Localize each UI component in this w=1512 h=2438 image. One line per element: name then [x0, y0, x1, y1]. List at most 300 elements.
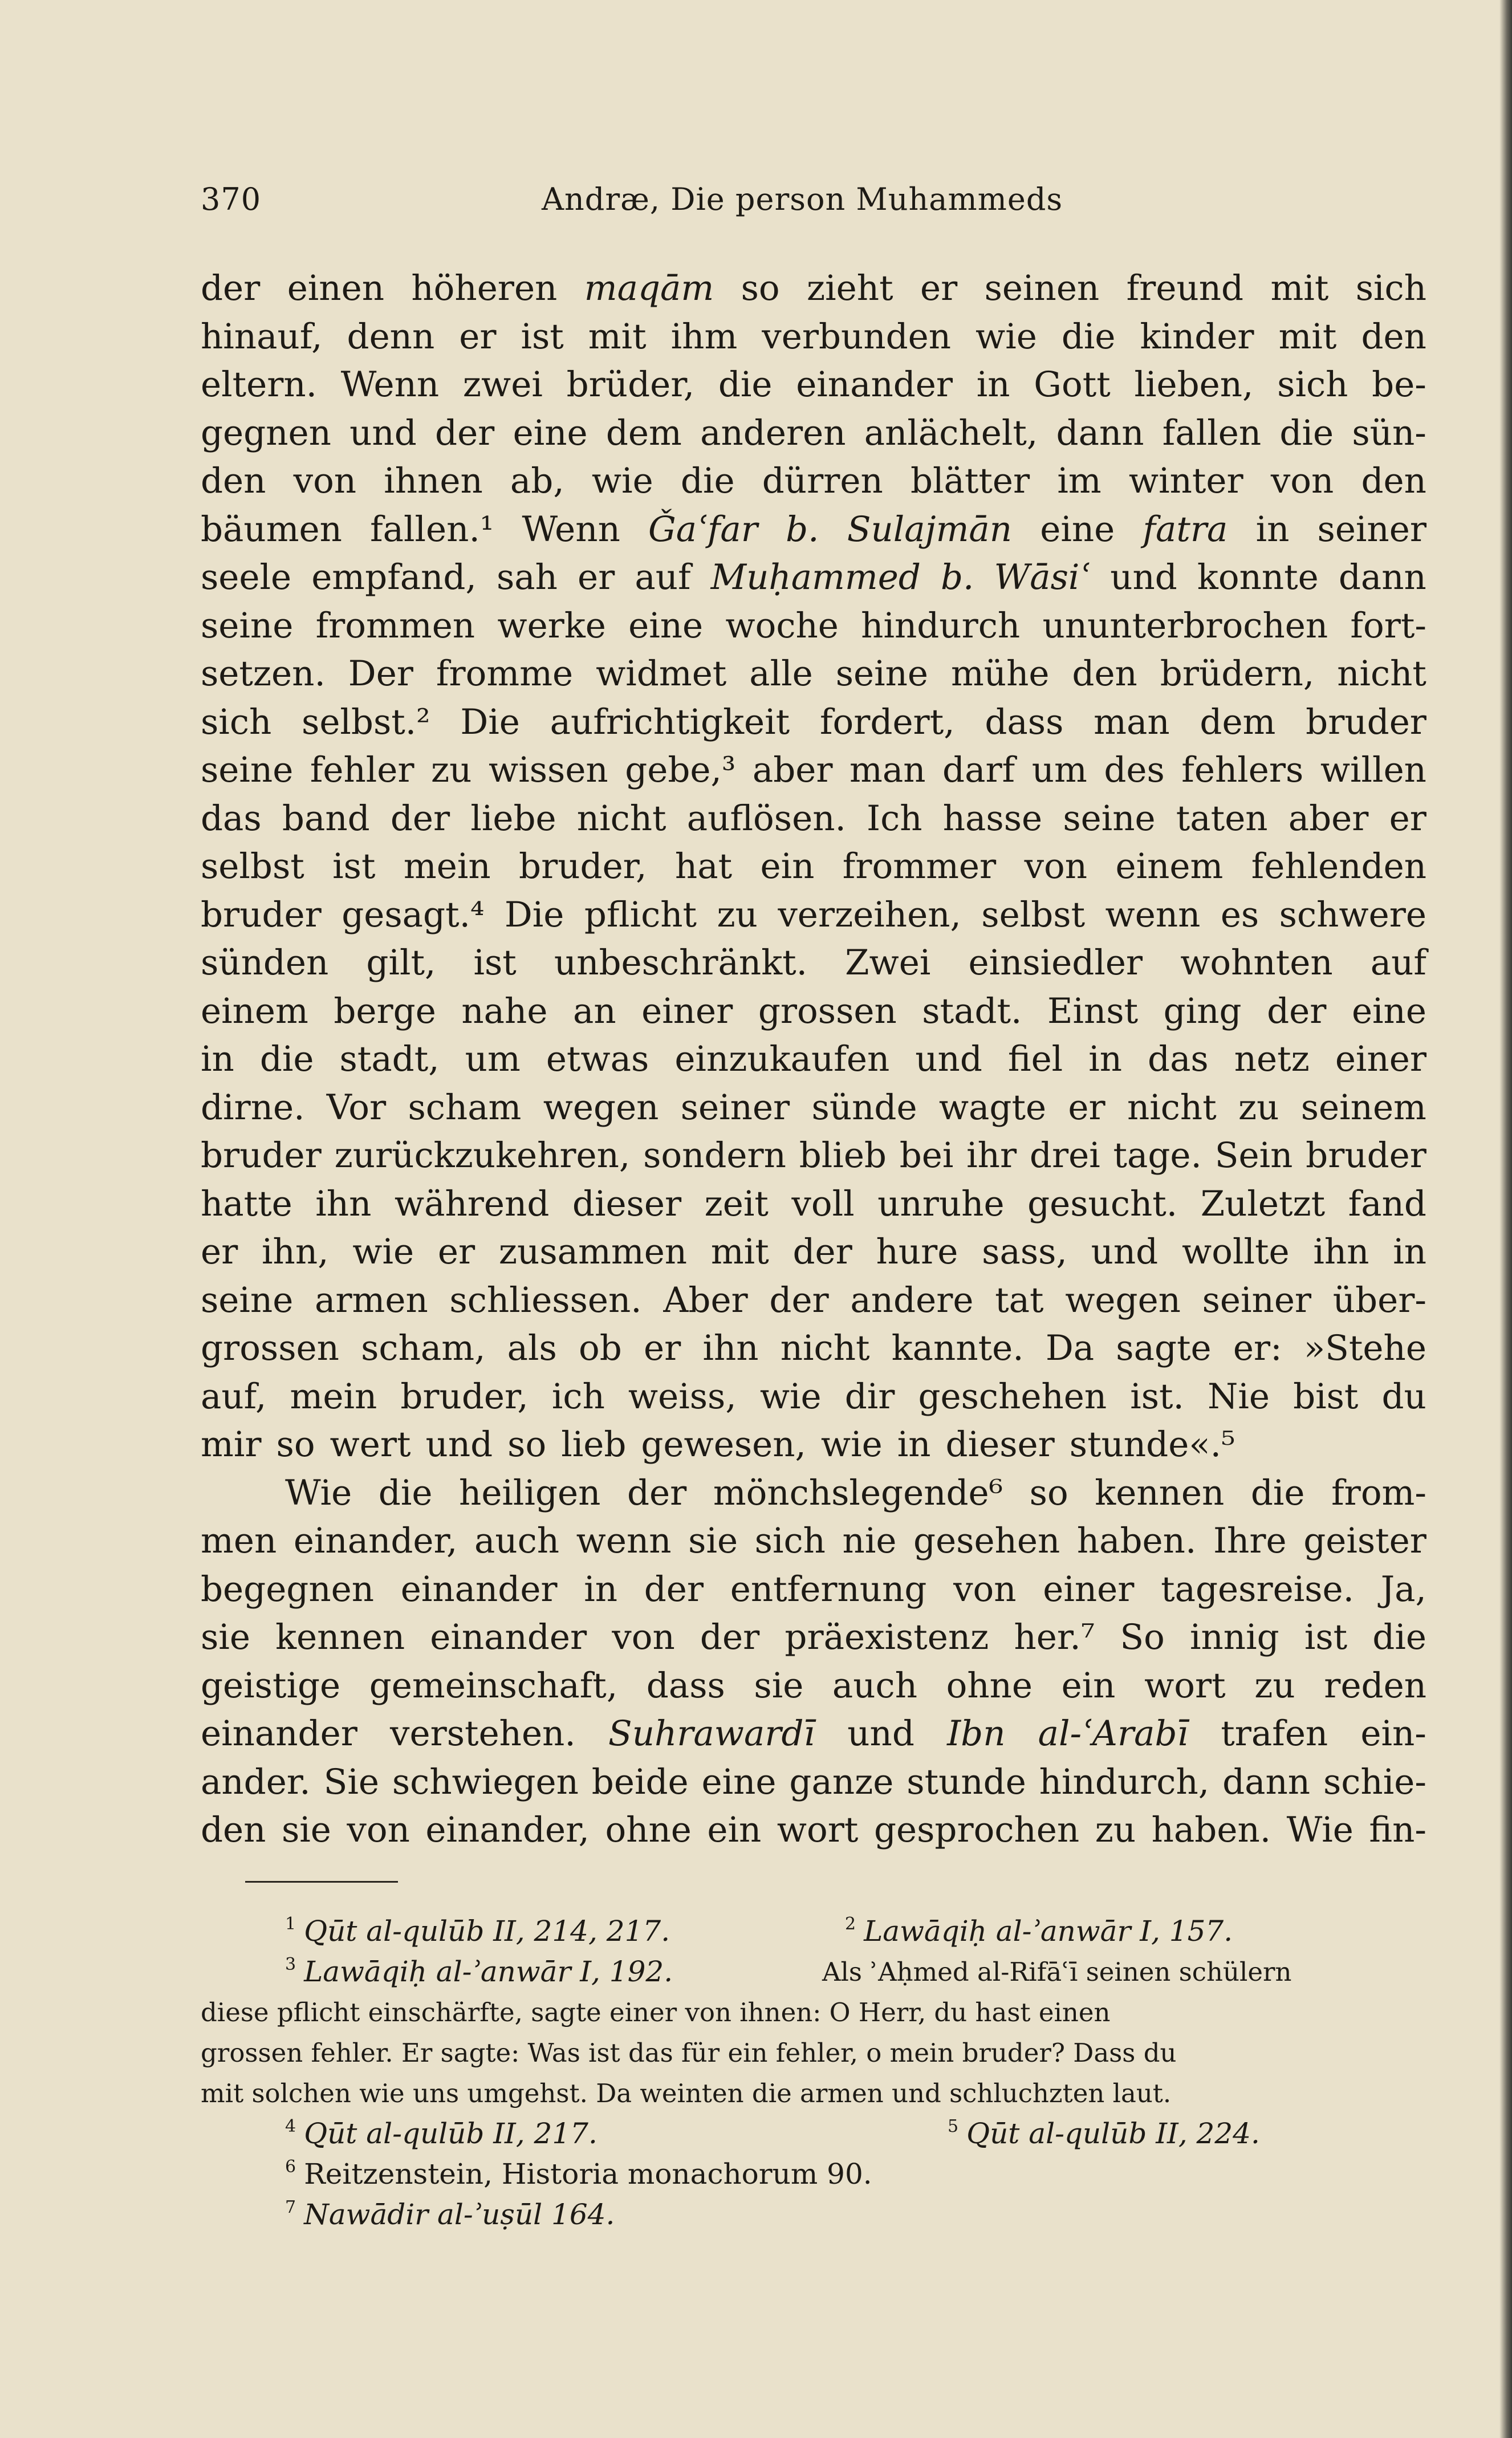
word: b.	[786, 509, 819, 550]
word: wenn	[576, 1521, 672, 1561]
word: den	[1361, 316, 1426, 357]
word: alle	[749, 653, 813, 694]
word: zu	[1254, 1665, 1295, 1706]
word: mühe	[950, 653, 1050, 694]
word: fand	[1348, 1183, 1426, 1224]
word: dirne.	[201, 1087, 305, 1128]
word: drei	[1029, 1135, 1100, 1176]
word: Ich	[867, 798, 922, 839]
word: wort	[777, 1810, 859, 1850]
word: ohne	[946, 1665, 1033, 1706]
word: um	[1031, 750, 1087, 790]
word: dass	[646, 1665, 725, 1706]
word: bruder,	[400, 1376, 529, 1417]
word: gegnen	[201, 412, 331, 453]
word: den	[201, 1810, 266, 1850]
word: stunde«.⁵	[1069, 1424, 1235, 1465]
text-line	[201, 1324, 1426, 1373]
word: fort-	[1350, 605, 1426, 646]
word: einsiedler	[968, 942, 1143, 983]
word: sass,	[982, 1232, 1067, 1272]
word: der	[390, 798, 450, 839]
footnote-3b: Als ʾAḥmed al-Rifāʿī seinen schülern	[822, 1957, 1292, 1987]
word: ander.	[201, 1761, 311, 1802]
word: Sein	[1214, 1135, 1293, 1176]
word: lieben,	[1134, 364, 1254, 405]
word: und	[425, 1424, 493, 1465]
word: band	[282, 798, 370, 839]
word: mit	[588, 316, 647, 357]
text-line	[201, 988, 1426, 1036]
text-line	[201, 1614, 1426, 1662]
word: zu	[1095, 1810, 1136, 1850]
word: ging	[1163, 990, 1242, 1031]
footnote-5: Qūt al-qulūb II, 224.	[966, 2117, 1260, 2150]
word: konnte	[1197, 557, 1319, 598]
word: Wenn	[340, 364, 440, 405]
text-line	[201, 1084, 1426, 1132]
word: in	[897, 1424, 931, 1465]
word: zwei	[462, 364, 543, 405]
word: fallen	[1162, 412, 1262, 453]
word: seine	[201, 750, 294, 790]
word: von	[612, 1617, 675, 1657]
word: mein	[290, 1376, 377, 1417]
word: Ja,	[1380, 1569, 1426, 1610]
word: auch	[474, 1521, 560, 1561]
word: bist	[1293, 1376, 1359, 1417]
word: wie	[820, 1424, 883, 1465]
word: einander	[400, 1569, 558, 1610]
word: und	[1110, 557, 1177, 598]
word: ein	[1061, 1665, 1116, 1706]
word: Ibn	[947, 1713, 1006, 1754]
word: die	[259, 1039, 314, 1079]
word: nicht	[576, 798, 666, 839]
word: zu	[717, 894, 758, 935]
text-line	[201, 1228, 1426, 1277]
word: der	[435, 412, 495, 453]
text-line	[201, 602, 1426, 651]
word: dann	[1338, 557, 1426, 598]
word: gesagt.⁴	[342, 894, 485, 935]
word: verbunden	[762, 316, 952, 357]
word: frommer	[842, 846, 997, 887]
word: tat	[995, 1279, 1044, 1320]
word: gebe,³	[625, 750, 736, 790]
word: einander	[430, 1617, 587, 1657]
word: einem	[201, 990, 308, 1031]
word: einzukaufen	[674, 1039, 890, 1079]
footnote-3d: grossen fehler. Er sagte: Was ist das für ein fehler, o mein bruder? Dass du	[201, 2038, 1177, 2068]
word: gesehen	[913, 1521, 1060, 1561]
word: wort	[1144, 1665, 1226, 1706]
word: ganze	[789, 1761, 894, 1802]
word: unbeschränkt.	[554, 942, 808, 983]
word: gesucht.	[1027, 1183, 1178, 1224]
text-line	[201, 939, 1426, 988]
word: seiner	[1317, 509, 1426, 550]
text-line	[201, 1277, 1426, 1325]
word: dürren	[762, 461, 883, 501]
word: zieht	[807, 268, 893, 308]
word: die	[378, 1472, 433, 1513]
word: Wie	[285, 1472, 352, 1513]
word: hindurch,	[1039, 1761, 1210, 1802]
text-line	[201, 1662, 1426, 1710]
footnote-6: Reitzenstein, Historia monachorum 90.	[304, 2157, 872, 2191]
word: from-	[1331, 1472, 1426, 1513]
word: b.	[940, 557, 974, 598]
word: weiss,	[628, 1376, 737, 1417]
text-line	[201, 795, 1426, 843]
word: ist	[332, 846, 376, 887]
word: mit	[1270, 268, 1329, 308]
text-line	[201, 1035, 1426, 1084]
word: zurückzukehren,	[334, 1135, 631, 1176]
word: ohne	[605, 1810, 692, 1850]
word: sie	[688, 1521, 738, 1561]
word: eine	[628, 605, 704, 646]
word: bruder	[1306, 1135, 1426, 1176]
word: fiel	[1007, 1039, 1063, 1079]
word: anderen	[700, 412, 846, 453]
word: präexistenz	[785, 1617, 989, 1657]
text-line	[201, 1180, 1426, 1229]
word: freund	[1126, 268, 1244, 308]
word: den	[1361, 461, 1426, 501]
word: wegen	[543, 1087, 659, 1128]
footnote-line	[201, 1911, 1426, 1952]
footnote-line	[201, 2154, 1426, 2195]
word: gewesen,	[641, 1424, 806, 1465]
word: so	[276, 1424, 315, 1465]
word: netz	[1234, 1039, 1310, 1079]
word: verzeihen,	[778, 894, 961, 935]
word: fehlenden	[1251, 846, 1426, 887]
word: in	[976, 364, 1010, 405]
word: auf	[635, 557, 691, 598]
word: sich	[754, 1521, 826, 1561]
text-line	[201, 361, 1426, 409]
word: in	[1393, 1232, 1426, 1272]
word: von	[347, 1810, 410, 1850]
word: seele	[201, 557, 292, 598]
word: Ǧaʿfar	[648, 509, 758, 550]
footnote-marker: 3	[285, 1955, 296, 1974]
word: mir	[201, 1424, 262, 1465]
word: die	[718, 364, 773, 405]
word: die	[1279, 412, 1334, 453]
word: ihr	[966, 1135, 1017, 1176]
footnote-1: Qūt al-qulūb II, 214, 217.	[304, 1915, 670, 1948]
running-title: Andræ, Die person Muhammeds	[542, 181, 1063, 217]
word: stunde	[907, 1761, 1026, 1802]
word: wenn	[1105, 894, 1201, 935]
text-line	[201, 1469, 1426, 1518]
word: be-	[1372, 364, 1426, 405]
word: willen	[1320, 750, 1426, 790]
word: anlächelt,	[864, 412, 1038, 453]
word: trafen	[1221, 1713, 1328, 1754]
word: haben.	[1076, 1521, 1197, 1561]
word: grossen	[758, 990, 897, 1031]
word: tage.	[1113, 1135, 1202, 1176]
word: in	[201, 1039, 234, 1079]
word: sich	[1355, 268, 1426, 308]
word: während	[394, 1183, 550, 1224]
word: fehler	[310, 750, 414, 790]
word: sagte	[1116, 1328, 1212, 1368]
word: den	[1072, 653, 1137, 694]
word: innig	[1190, 1617, 1279, 1657]
word: fehlers	[1181, 750, 1304, 790]
word: Suhrawardī	[608, 1713, 815, 1754]
word: haben.	[1151, 1810, 1271, 1850]
footnote-line	[201, 2114, 1426, 2154]
word: brüder,	[566, 364, 695, 405]
word: einer	[1335, 1039, 1426, 1079]
word: taten	[1176, 798, 1268, 839]
word: denn	[347, 316, 435, 357]
word: mit	[1278, 316, 1337, 357]
word: dir	[844, 1376, 895, 1417]
word: die	[1250, 1472, 1305, 1513]
word: Der	[348, 653, 413, 694]
word: wie	[976, 316, 1037, 357]
word: der	[627, 1472, 687, 1513]
word: ihn,	[262, 1232, 329, 1272]
text-line	[201, 554, 1426, 602]
word: gemeinschaft,	[369, 1665, 618, 1706]
word: her.⁷	[1014, 1617, 1095, 1657]
footnote-3e: mit solchen wie uns umgehst. Da weinten die armen und schluchzten laut.	[201, 2078, 1172, 2108]
text-line	[201, 746, 1426, 795]
word: werke	[497, 605, 606, 646]
word: er	[437, 1232, 475, 1272]
word: woche	[725, 605, 839, 646]
word: stadt.	[922, 990, 1022, 1031]
word: Sulajmān	[847, 509, 1013, 550]
footnote-rule	[245, 1881, 398, 1883]
word: fallen.¹	[370, 509, 494, 550]
word: scham,	[361, 1328, 486, 1368]
word: er	[920, 268, 958, 308]
word: fromme	[436, 653, 574, 694]
word: er	[644, 1328, 681, 1368]
word: liebe	[470, 798, 556, 839]
word: dann	[1222, 1761, 1311, 1802]
word: so	[1029, 1472, 1068, 1513]
word: widmet	[596, 653, 727, 694]
text-line	[201, 1373, 1426, 1421]
word: ab,	[510, 461, 564, 501]
word: wie	[591, 461, 653, 501]
word: seiner	[1202, 1279, 1312, 1320]
word: dann	[1056, 412, 1144, 453]
text-line	[201, 1806, 1426, 1855]
word: schie-	[1323, 1761, 1426, 1802]
word: Die	[460, 701, 520, 742]
word: Sie	[323, 1761, 379, 1802]
footnote-marker: 1	[285, 1914, 296, 1934]
word: er	[1389, 798, 1426, 839]
word: seine	[835, 653, 928, 694]
word: hat	[674, 846, 733, 887]
word: sünde	[811, 1087, 917, 1128]
text-line	[201, 1566, 1426, 1614]
word: hindurch	[861, 605, 1021, 646]
word: einander,	[293, 1521, 458, 1561]
word: dieser	[572, 1183, 682, 1224]
word: mönchslegende⁶	[713, 1472, 1003, 1513]
word: tagesreise.	[1161, 1569, 1355, 1610]
word: so	[741, 268, 780, 308]
word: empfand,	[311, 557, 477, 598]
word: an	[572, 990, 616, 1031]
word: So	[1120, 1617, 1165, 1657]
word: du	[1381, 1376, 1426, 1417]
word: Wāsiʿ	[994, 557, 1091, 598]
text-line	[201, 843, 1426, 891]
word: Aber	[663, 1279, 748, 1320]
text-line	[201, 891, 1426, 940]
word: die	[680, 461, 735, 501]
word: den	[201, 461, 266, 501]
word: Zuletzt	[1200, 1183, 1326, 1224]
word: sondern	[643, 1135, 786, 1176]
word: einen	[287, 268, 384, 308]
word: der	[1267, 990, 1327, 1031]
word: er	[201, 1232, 238, 1272]
word: hure	[876, 1232, 958, 1272]
word: Die	[504, 894, 564, 935]
word: dem	[605, 412, 682, 453]
footnote-marker: 7	[285, 2197, 296, 2217]
word: in	[1255, 509, 1290, 550]
word: pflicht	[584, 894, 697, 935]
word: grossen	[201, 1328, 339, 1368]
word: aber	[752, 750, 833, 790]
word: einem	[1115, 846, 1224, 887]
word: entfernung	[730, 1569, 927, 1610]
word: ihn	[702, 1328, 759, 1368]
footnote-marker: 2	[845, 1914, 856, 1934]
word: scham	[408, 1087, 522, 1128]
word: geschehen	[918, 1376, 1107, 1417]
word: Einst	[1047, 990, 1139, 1031]
word: nicht	[780, 1328, 870, 1368]
word: dieser	[945, 1424, 1055, 1465]
word: eine	[701, 1761, 777, 1802]
word: ob	[579, 1328, 622, 1368]
word: sün-	[1352, 412, 1426, 453]
word: höheren	[411, 268, 558, 308]
word: bäumen	[201, 509, 342, 550]
word: er	[459, 316, 497, 357]
word: nicht	[1127, 1087, 1217, 1128]
page-edge	[1499, 0, 1512, 2438]
word: fordert,	[819, 701, 955, 742]
word: sie	[754, 1665, 804, 1706]
word: wagte	[938, 1087, 1047, 1128]
footnote-4: Qūt al-qulūb II, 217.	[304, 2117, 598, 2150]
word: von	[953, 1569, 1017, 1610]
footnote-marker: 4	[285, 2116, 296, 2136]
word: sich	[1277, 364, 1348, 405]
word: sah	[496, 557, 558, 598]
word: und	[915, 1039, 982, 1079]
word: kannte.	[891, 1328, 1024, 1368]
word: men	[201, 1521, 277, 1561]
word: aber	[1288, 798, 1369, 839]
word: man	[1094, 701, 1170, 742]
word: bruder	[201, 894, 322, 935]
word: schliessen.	[449, 1279, 642, 1320]
text-line	[201, 506, 1426, 554]
word: der	[792, 1232, 852, 1272]
word: nie	[842, 1521, 897, 1561]
word: das	[201, 798, 262, 839]
word: wollte	[1182, 1232, 1290, 1272]
footnote-3c: diese pflicht einschärfte, sagte einer von ihnen: O Herr, du hast einen	[201, 1997, 1111, 2027]
word: wie	[352, 1232, 414, 1272]
word: wie	[759, 1376, 822, 1417]
word: seinem	[1300, 1087, 1426, 1128]
text-line	[201, 1132, 1426, 1180]
word: der	[700, 1617, 760, 1657]
footnote-2: Lawāqiḥ al-ʾanwār I, 157.	[864, 1915, 1233, 1948]
text-line	[201, 1710, 1426, 1758]
word: das	[1148, 1039, 1209, 1079]
word: in	[1088, 1039, 1122, 1079]
text-line	[201, 457, 1426, 506]
word: mein	[403, 846, 491, 887]
word: blieb	[799, 1135, 887, 1176]
word: über-	[1332, 1279, 1426, 1320]
word: schwere	[1279, 894, 1426, 935]
word: heiligen	[459, 1472, 601, 1513]
word: »Stehe	[1303, 1328, 1426, 1368]
word: und	[1091, 1232, 1159, 1272]
word: des	[1104, 750, 1165, 790]
word: Ihre	[1213, 1521, 1287, 1561]
word: von	[1270, 461, 1334, 501]
word: die	[1372, 1617, 1426, 1657]
word: und	[847, 1713, 914, 1754]
text-line	[201, 265, 1426, 313]
word: beide	[591, 1761, 689, 1802]
footnote-line	[201, 1952, 1426, 1992]
text-line	[201, 313, 1426, 361]
word: etwas	[546, 1039, 649, 1079]
word: sünden	[201, 942, 329, 983]
word: ein	[707, 1810, 762, 1850]
word: sich	[201, 701, 272, 742]
body-text	[201, 265, 1426, 1855]
word: von	[293, 461, 357, 501]
word: eine	[513, 412, 588, 453]
word: reden	[1324, 1665, 1426, 1706]
word: ihm	[670, 316, 738, 357]
word: er	[1068, 1087, 1105, 1128]
word: um	[465, 1039, 521, 1079]
word: im	[1057, 461, 1102, 501]
word: selbst	[201, 846, 304, 887]
word: aufrichtigkeit	[550, 701, 790, 742]
footnote-marker: 5	[948, 2116, 959, 2136]
word: wegen	[1065, 1279, 1181, 1320]
